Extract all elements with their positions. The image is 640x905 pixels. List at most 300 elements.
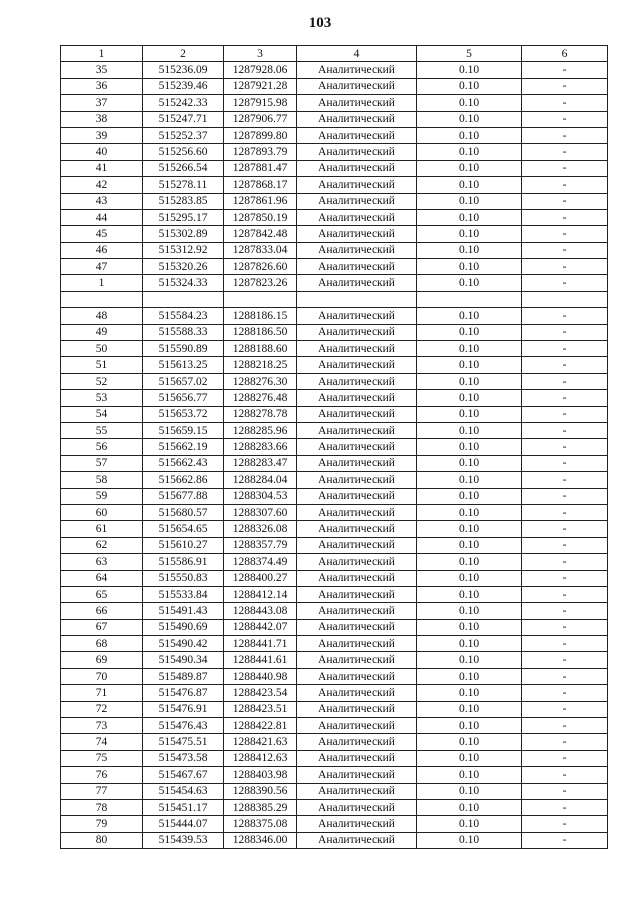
table-row (61, 242, 608, 258)
y-coordinate-cell: 1288304.53 (224, 488, 297, 504)
point-number-cell: 70 (61, 668, 143, 684)
table-row (61, 455, 608, 471)
y-coordinate-cell: 1288285.96 (224, 422, 297, 438)
point-number-cell: 39 (61, 127, 143, 143)
accuracy-cell: 0.10 (417, 242, 522, 258)
x-coordinate-cell: 515491.43 (143, 603, 224, 619)
accuracy-cell: 0.10 (417, 275, 522, 291)
accuracy-cell: 0.10 (417, 78, 522, 94)
method-cell: Аналитический (297, 685, 417, 701)
accuracy-cell: 0.10 (417, 734, 522, 750)
note-cell: - (522, 275, 608, 291)
x-coordinate-cell: 515662.43 (143, 455, 224, 471)
table-row (61, 209, 608, 225)
accuracy-cell: 0.10 (417, 127, 522, 143)
note-cell: - (522, 750, 608, 766)
point-number-cell: 64 (61, 570, 143, 586)
table-row (61, 636, 608, 652)
point-number-cell: 42 (61, 177, 143, 193)
y-coordinate-cell: 1287833.04 (224, 242, 297, 258)
y-coordinate-cell: 1287906.77 (224, 111, 297, 127)
accuracy-cell (417, 291, 522, 307)
table-row (61, 62, 608, 78)
y-coordinate-cell: 1287899.80 (224, 127, 297, 143)
x-coordinate-cell: 515320.26 (143, 259, 224, 275)
y-coordinate-cell (224, 291, 297, 307)
point-number-cell: 62 (61, 537, 143, 553)
header-col-3: 3 (224, 46, 297, 62)
point-number-cell: 63 (61, 554, 143, 570)
point-number-cell: 57 (61, 455, 143, 471)
x-coordinate-cell: 515662.19 (143, 439, 224, 455)
y-coordinate-cell: 1287915.98 (224, 95, 297, 111)
y-coordinate-cell: 1287893.79 (224, 144, 297, 160)
x-coordinate-cell: 515312.92 (143, 242, 224, 258)
point-number-cell: 52 (61, 373, 143, 389)
table-row (61, 652, 608, 668)
method-cell: Аналитический (297, 783, 417, 799)
note-cell: - (522, 832, 608, 848)
y-coordinate-cell: 1288307.60 (224, 504, 297, 520)
method-cell: Аналитический (297, 357, 417, 373)
point-number-cell: 54 (61, 406, 143, 422)
table-row (61, 783, 608, 799)
point-number-cell: 49 (61, 324, 143, 340)
method-cell: Аналитический (297, 816, 417, 832)
table-row (61, 619, 608, 635)
method-cell: Аналитический (297, 439, 417, 455)
accuracy-cell: 0.10 (417, 144, 522, 160)
accuracy-cell: 0.10 (417, 488, 522, 504)
method-cell: Аналитический (297, 521, 417, 537)
point-number-cell: 43 (61, 193, 143, 209)
y-coordinate-cell: 1288186.15 (224, 308, 297, 324)
accuracy-cell: 0.10 (417, 373, 522, 389)
table-row (61, 472, 608, 488)
point-number-cell: 60 (61, 504, 143, 520)
method-cell: Аналитический (297, 586, 417, 602)
point-number-cell: 73 (61, 718, 143, 734)
accuracy-cell: 0.10 (417, 619, 522, 635)
note-cell: - (522, 799, 608, 815)
note-cell: - (522, 62, 608, 78)
method-cell: Аналитический (297, 668, 417, 684)
table-row (61, 586, 608, 602)
table-row (61, 111, 608, 127)
note-cell: - (522, 95, 608, 111)
method-cell: Аналитический (297, 226, 417, 242)
accuracy-cell: 0.10 (417, 570, 522, 586)
accuracy-cell: 0.10 (417, 783, 522, 799)
point-number-cell (61, 291, 143, 307)
point-number-cell: 47 (61, 259, 143, 275)
y-coordinate-cell: 1287928.06 (224, 62, 297, 78)
accuracy-cell: 0.10 (417, 439, 522, 455)
accuracy-cell: 0.10 (417, 209, 522, 225)
page-number: 103 (308, 15, 332, 31)
point-number-cell: 38 (61, 111, 143, 127)
point-number-cell: 48 (61, 308, 143, 324)
note-cell: - (522, 259, 608, 275)
table-row (61, 750, 608, 766)
y-coordinate-cell: 1287842.48 (224, 226, 297, 242)
note-cell: - (522, 521, 608, 537)
method-cell: Аналитический (297, 242, 417, 258)
method-cell: Аналитический (297, 373, 417, 389)
method-cell: Аналитический (297, 750, 417, 766)
x-coordinate-cell: 515654.65 (143, 521, 224, 537)
y-coordinate-cell: 1288186.50 (224, 324, 297, 340)
x-coordinate-cell: 515613.25 (143, 357, 224, 373)
y-coordinate-cell: 1288218.25 (224, 357, 297, 373)
accuracy-cell: 0.10 (417, 62, 522, 78)
accuracy-cell: 0.10 (417, 226, 522, 242)
method-cell: Аналитический (297, 177, 417, 193)
table-row (61, 341, 608, 357)
accuracy-cell: 0.10 (417, 832, 522, 848)
x-coordinate-cell: 515324.33 (143, 275, 224, 291)
accuracy-cell: 0.10 (417, 652, 522, 668)
y-coordinate-cell: 1288276.48 (224, 390, 297, 406)
note-cell: - (522, 685, 608, 701)
x-coordinate-cell: 515653.72 (143, 406, 224, 422)
note-cell: - (522, 783, 608, 799)
table-row (61, 668, 608, 684)
y-coordinate-cell: 1288441.61 (224, 652, 297, 668)
y-coordinate-cell: 1288423.51 (224, 701, 297, 717)
x-coordinate-cell: 515490.34 (143, 652, 224, 668)
x-coordinate-cell: 515283.85 (143, 193, 224, 209)
y-coordinate-cell: 1288412.63 (224, 750, 297, 766)
table-row (61, 439, 608, 455)
method-cell: Аналитический (297, 619, 417, 635)
note-cell: - (522, 701, 608, 717)
table-row (61, 373, 608, 389)
x-coordinate-cell: 515490.42 (143, 636, 224, 652)
x-coordinate-cell: 515439.53 (143, 832, 224, 848)
y-coordinate-cell: 1288375.08 (224, 816, 297, 832)
point-number-cell: 44 (61, 209, 143, 225)
table-row (61, 291, 608, 307)
point-number-cell: 61 (61, 521, 143, 537)
method-cell: Аналитический (297, 455, 417, 471)
y-coordinate-cell: 1288421.63 (224, 734, 297, 750)
y-coordinate-cell: 1288346.00 (224, 832, 297, 848)
accuracy-cell: 0.10 (417, 193, 522, 209)
method-cell: Аналитический (297, 570, 417, 586)
y-coordinate-cell: 1288374.49 (224, 554, 297, 570)
point-number-cell: 72 (61, 701, 143, 717)
accuracy-cell: 0.10 (417, 259, 522, 275)
table-row (61, 422, 608, 438)
point-number-cell: 67 (61, 619, 143, 635)
table-row (61, 324, 608, 340)
header-row (61, 46, 608, 62)
x-coordinate-cell: 515444.07 (143, 816, 224, 832)
note-cell: - (522, 537, 608, 553)
note-cell: - (522, 718, 608, 734)
note-cell: - (522, 406, 608, 422)
note-cell: - (522, 226, 608, 242)
table-row (61, 718, 608, 734)
x-coordinate-cell: 515242.33 (143, 95, 224, 111)
note-cell: - (522, 668, 608, 684)
method-cell: Аналитический (297, 127, 417, 143)
x-coordinate-cell: 515236.09 (143, 62, 224, 78)
table-row (61, 537, 608, 553)
y-coordinate-cell: 1287868.17 (224, 177, 297, 193)
accuracy-cell: 0.10 (417, 603, 522, 619)
table-row (61, 816, 608, 832)
note-cell: - (522, 127, 608, 143)
y-coordinate-cell: 1287823.26 (224, 275, 297, 291)
accuracy-cell: 0.10 (417, 111, 522, 127)
accuracy-cell: 0.10 (417, 390, 522, 406)
method-cell: Аналитический (297, 308, 417, 324)
method-cell: Аналитический (297, 488, 417, 504)
accuracy-cell: 0.10 (417, 324, 522, 340)
note-cell: - (522, 390, 608, 406)
table-row (61, 144, 608, 160)
note-cell: - (522, 324, 608, 340)
header-col-1: 1 (61, 46, 143, 62)
y-coordinate-cell: 1287850.19 (224, 209, 297, 225)
x-coordinate-cell: 515278.11 (143, 177, 224, 193)
table-row (61, 226, 608, 242)
x-coordinate-cell: 515489.87 (143, 668, 224, 684)
y-coordinate-cell: 1288442.07 (224, 619, 297, 635)
accuracy-cell: 0.10 (417, 357, 522, 373)
y-coordinate-cell: 1288422.81 (224, 718, 297, 734)
y-coordinate-cell: 1288440.98 (224, 668, 297, 684)
note-cell: - (522, 308, 608, 324)
y-coordinate-cell: 1288423.54 (224, 685, 297, 701)
accuracy-cell: 0.10 (417, 504, 522, 520)
x-coordinate-cell: 515662.86 (143, 472, 224, 488)
x-coordinate-cell: 515533.84 (143, 586, 224, 602)
table-row (61, 193, 608, 209)
note-cell: - (522, 357, 608, 373)
accuracy-cell: 0.10 (417, 767, 522, 783)
table-row (61, 78, 608, 94)
y-coordinate-cell: 1288443.08 (224, 603, 297, 619)
note-cell: - (522, 603, 608, 619)
y-coordinate-cell: 1287826.60 (224, 259, 297, 275)
accuracy-cell: 0.10 (417, 521, 522, 537)
method-cell: Аналитический (297, 390, 417, 406)
accuracy-cell: 0.10 (417, 177, 522, 193)
y-coordinate-cell: 1288390.56 (224, 783, 297, 799)
y-coordinate-cell: 1288283.47 (224, 455, 297, 471)
method-cell: Аналитический (297, 160, 417, 176)
method-cell: Аналитический (297, 275, 417, 291)
method-cell: Аналитический (297, 209, 417, 225)
point-number-cell: 51 (61, 357, 143, 373)
method-cell: Аналитический (297, 652, 417, 668)
y-coordinate-cell: 1288357.79 (224, 537, 297, 553)
accuracy-cell: 0.10 (417, 718, 522, 734)
point-number-cell: 36 (61, 78, 143, 94)
table-row (61, 177, 608, 193)
note-cell: - (522, 488, 608, 504)
accuracy-cell: 0.10 (417, 816, 522, 832)
y-coordinate-cell: 1288441.71 (224, 636, 297, 652)
table-header (61, 46, 608, 62)
table-row (61, 390, 608, 406)
x-coordinate-cell: 515454.63 (143, 783, 224, 799)
note-cell: - (522, 455, 608, 471)
method-cell: Аналитический (297, 78, 417, 94)
table-row (61, 357, 608, 373)
note-cell: - (522, 242, 608, 258)
x-coordinate-cell: 515610.27 (143, 537, 224, 553)
point-number-cell: 77 (61, 783, 143, 799)
point-number-cell: 75 (61, 750, 143, 766)
accuracy-cell: 0.10 (417, 554, 522, 570)
accuracy-cell: 0.10 (417, 422, 522, 438)
table-body (61, 62, 608, 849)
note-cell: - (522, 734, 608, 750)
table-row (61, 685, 608, 701)
x-coordinate-cell (143, 291, 224, 307)
method-cell: Аналитический (297, 701, 417, 717)
method-cell: Аналитический (297, 111, 417, 127)
table-row (61, 259, 608, 275)
x-coordinate-cell: 515550.83 (143, 570, 224, 586)
header-col-6: 6 (522, 46, 608, 62)
point-number-cell: 46 (61, 242, 143, 258)
note-cell: - (522, 586, 608, 602)
x-coordinate-cell: 515473.58 (143, 750, 224, 766)
point-number-cell: 45 (61, 226, 143, 242)
x-coordinate-cell: 515590.89 (143, 341, 224, 357)
table-row (61, 308, 608, 324)
y-coordinate-cell: 1288188.60 (224, 341, 297, 357)
x-coordinate-cell: 515467.67 (143, 767, 224, 783)
point-number-cell: 50 (61, 341, 143, 357)
point-number-cell: 35 (61, 62, 143, 78)
y-coordinate-cell: 1288284.04 (224, 472, 297, 488)
accuracy-cell: 0.10 (417, 537, 522, 553)
x-coordinate-cell: 515677.88 (143, 488, 224, 504)
y-coordinate-cell: 1288276.30 (224, 373, 297, 389)
table-row (61, 504, 608, 520)
table-row (61, 701, 608, 717)
method-cell: Аналитический (297, 259, 417, 275)
point-number-cell: 55 (61, 422, 143, 438)
note-cell: - (522, 111, 608, 127)
y-coordinate-cell: 1288412.14 (224, 586, 297, 602)
table-row (61, 406, 608, 422)
accuracy-cell: 0.10 (417, 799, 522, 815)
x-coordinate-cell: 515239.46 (143, 78, 224, 94)
accuracy-cell: 0.10 (417, 160, 522, 176)
point-number-cell: 58 (61, 472, 143, 488)
note-cell: - (522, 570, 608, 586)
point-number-cell: 40 (61, 144, 143, 160)
note-cell: - (522, 177, 608, 193)
note-cell: - (522, 373, 608, 389)
method-cell: Аналитический (297, 95, 417, 111)
note-cell: - (522, 816, 608, 832)
point-number-cell: 1 (61, 275, 143, 291)
point-number-cell: 68 (61, 636, 143, 652)
point-number-cell: 76 (61, 767, 143, 783)
accuracy-cell: 0.10 (417, 668, 522, 684)
y-coordinate-cell: 1288326.08 (224, 521, 297, 537)
header-col-4: 4 (297, 46, 417, 62)
note-cell (522, 291, 608, 307)
header-col-5: 5 (417, 46, 522, 62)
x-coordinate-cell: 515586.91 (143, 554, 224, 570)
point-number-cell: 59 (61, 488, 143, 504)
table-row (61, 570, 608, 586)
point-number-cell: 56 (61, 439, 143, 455)
table-row (61, 275, 608, 291)
x-coordinate-cell: 515256.60 (143, 144, 224, 160)
accuracy-cell: 0.10 (417, 406, 522, 422)
accuracy-cell: 0.10 (417, 308, 522, 324)
method-cell: Аналитический (297, 799, 417, 815)
point-number-cell: 74 (61, 734, 143, 750)
y-coordinate-cell: 1288403.98 (224, 767, 297, 783)
method-cell: Аналитический (297, 472, 417, 488)
method-cell: Аналитический (297, 537, 417, 553)
method-cell: Аналитический (297, 504, 417, 520)
x-coordinate-cell: 515451.17 (143, 799, 224, 815)
x-coordinate-cell: 515476.87 (143, 685, 224, 701)
note-cell: - (522, 619, 608, 635)
table-row (61, 488, 608, 504)
method-cell: Аналитический (297, 62, 417, 78)
note-cell: - (522, 160, 608, 176)
method-cell: Аналитический (297, 324, 417, 340)
coordinates-table (60, 45, 608, 849)
table-row (61, 603, 608, 619)
table-row (61, 799, 608, 815)
point-number-cell: 37 (61, 95, 143, 111)
note-cell: - (522, 439, 608, 455)
accuracy-cell: 0.10 (417, 472, 522, 488)
note-cell: - (522, 209, 608, 225)
accuracy-cell: 0.10 (417, 750, 522, 766)
note-cell: - (522, 554, 608, 570)
note-cell: - (522, 78, 608, 94)
y-coordinate-cell: 1288400.27 (224, 570, 297, 586)
note-cell: - (522, 144, 608, 160)
note-cell: - (522, 472, 608, 488)
method-cell: Аналитический (297, 832, 417, 848)
x-coordinate-cell: 515490.69 (143, 619, 224, 635)
y-coordinate-cell: 1287861.96 (224, 193, 297, 209)
point-number-cell: 41 (61, 160, 143, 176)
accuracy-cell: 0.10 (417, 341, 522, 357)
table-row (61, 832, 608, 848)
point-number-cell: 80 (61, 832, 143, 848)
x-coordinate-cell: 515476.91 (143, 701, 224, 717)
method-cell: Аналитический (297, 144, 417, 160)
point-number-cell: 69 (61, 652, 143, 668)
header-col-2: 2 (143, 46, 224, 62)
table-row (61, 554, 608, 570)
note-cell: - (522, 422, 608, 438)
note-cell: - (522, 767, 608, 783)
method-cell: Аналитический (297, 341, 417, 357)
table-row (61, 160, 608, 176)
x-coordinate-cell: 515302.89 (143, 226, 224, 242)
point-number-cell: 78 (61, 799, 143, 815)
point-number-cell: 79 (61, 816, 143, 832)
